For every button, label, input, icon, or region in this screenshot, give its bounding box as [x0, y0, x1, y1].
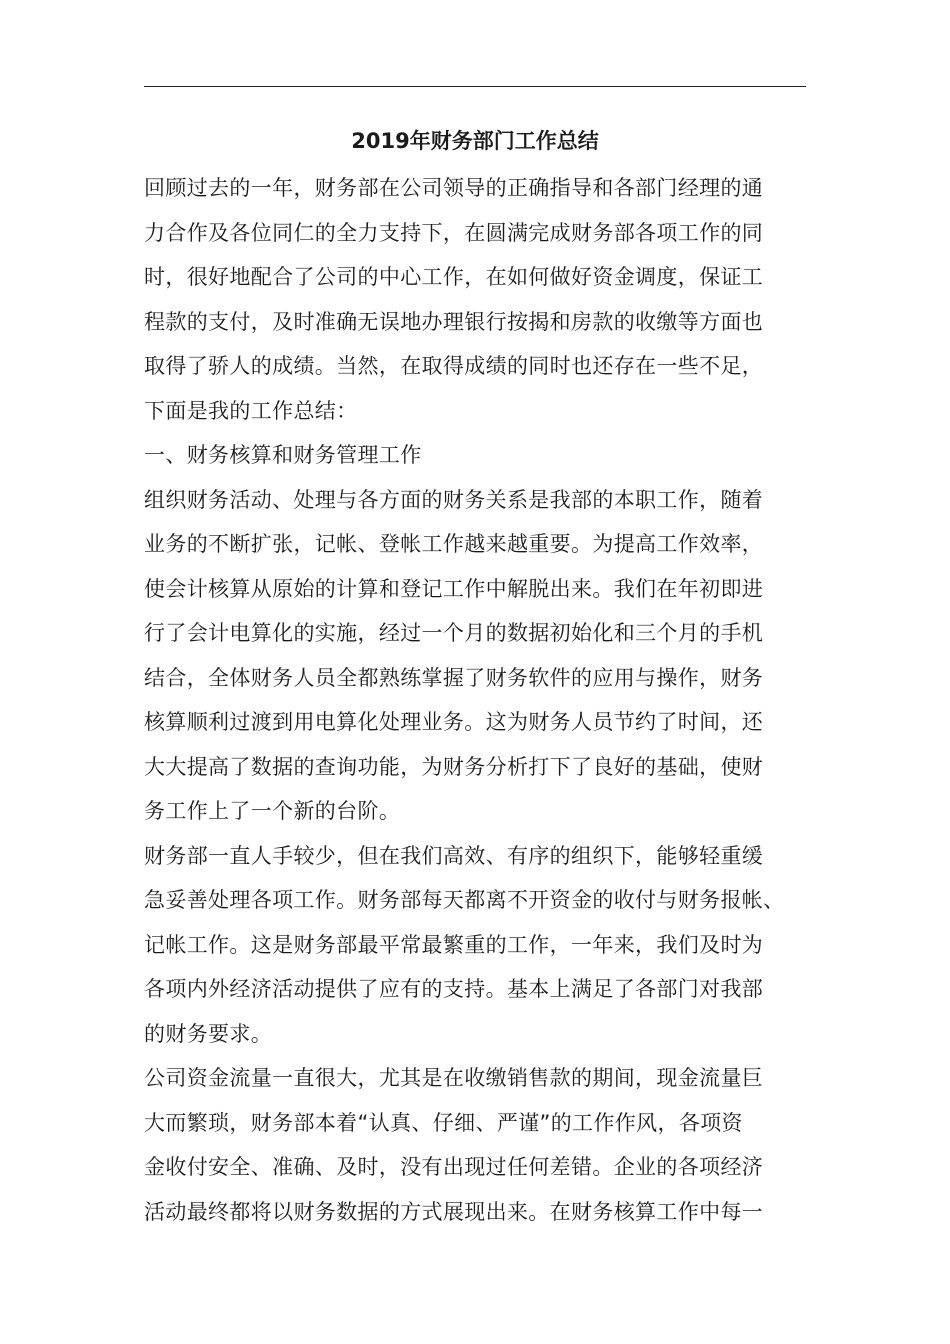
body-line: 时，很好地配合了公司的中心工作，在如何做好资金调度，保证工: [144, 265, 764, 289]
body-line: 组织财务活动、处理与各方面的财务关系是我部的本职工作，随着: [144, 487, 764, 512]
body-line: 结合，全体财务人员全都熟练掌握了财务软件的应用与操作，财务: [144, 665, 764, 690]
body-line: 回顾过去的一年，财务部在公司领导的正确指导和各部门经理的通: [144, 176, 764, 200]
body-line: 取得了骄人的成绩。当然，在取得成绩的同时也还存在一些不足，: [144, 354, 764, 378]
header-rule: [144, 86, 806, 87]
body-line: 金收付安全、准确、及时，没有出现过任何差错。企业的各项经济: [144, 1155, 764, 1179]
document-body: [144, 166, 812, 1234]
body-line: 下面是我的工作总结：: [144, 398, 358, 423]
body-line: 力合作及各位同仁的全力支持下，在圆满完成财务部各项工作的同: [144, 220, 764, 245]
body-line: 使会计核算从原始的计算和登记工作中解脱出来。我们在年初即进: [144, 576, 764, 601]
body-line: 核算顺利过渡到用电算化处理业务。这为财务人员节约了时间，还: [144, 710, 764, 734]
document-title: 2019年财务部门工作总结: [351, 129, 599, 153]
body-line: 财务部一直人手较少，但在我们高效、有序的组织下，能够轻重缓: [144, 843, 764, 868]
body-line: 活动最终都将以财务数据的方式展现出来。在财务核算工作中每一: [144, 1199, 764, 1224]
body-line: 行了会计电算化的实施，经过一个月的数据初始化和三个月的手机: [144, 621, 764, 645]
body-line: 务工作上了一个新的台阶。: [144, 799, 401, 823]
body-line: 急妥善处理各项工作。财务部每天都离不开资金的收付与财务报帐、: [144, 888, 785, 912]
body-line: 的财务要求。: [144, 1021, 273, 1046]
body-line: 记帐工作。这是财务部最平常最繁重的工作，一年来，我们及时为: [144, 932, 764, 957]
body-line: 程款的支付，及时准确无误地办理银行按揭和房款的收缴等方面也: [144, 309, 764, 334]
body-line: 业务的不断扩张，记帐、登帐工作越来越重要。为提高工作效率，: [144, 532, 764, 556]
body-line: 大大提高了数据的查询功能，为财务分析打下了良好的基础，使财: [144, 754, 764, 779]
body-line: 公司资金流量一直很大，尤其是在收缴销售款的期间，现金流量巨: [144, 1066, 764, 1090]
body-line: 大而繁琐，财务部本着“认真、仔细、严谨”的工作作风，各项资: [144, 1110, 743, 1135]
section-heading: 一、财务核算和财务管理工作: [144, 443, 422, 467]
body-line: 各项内外经济活动提供了应有的支持。基本上满足了各部门对我部: [144, 977, 764, 1001]
